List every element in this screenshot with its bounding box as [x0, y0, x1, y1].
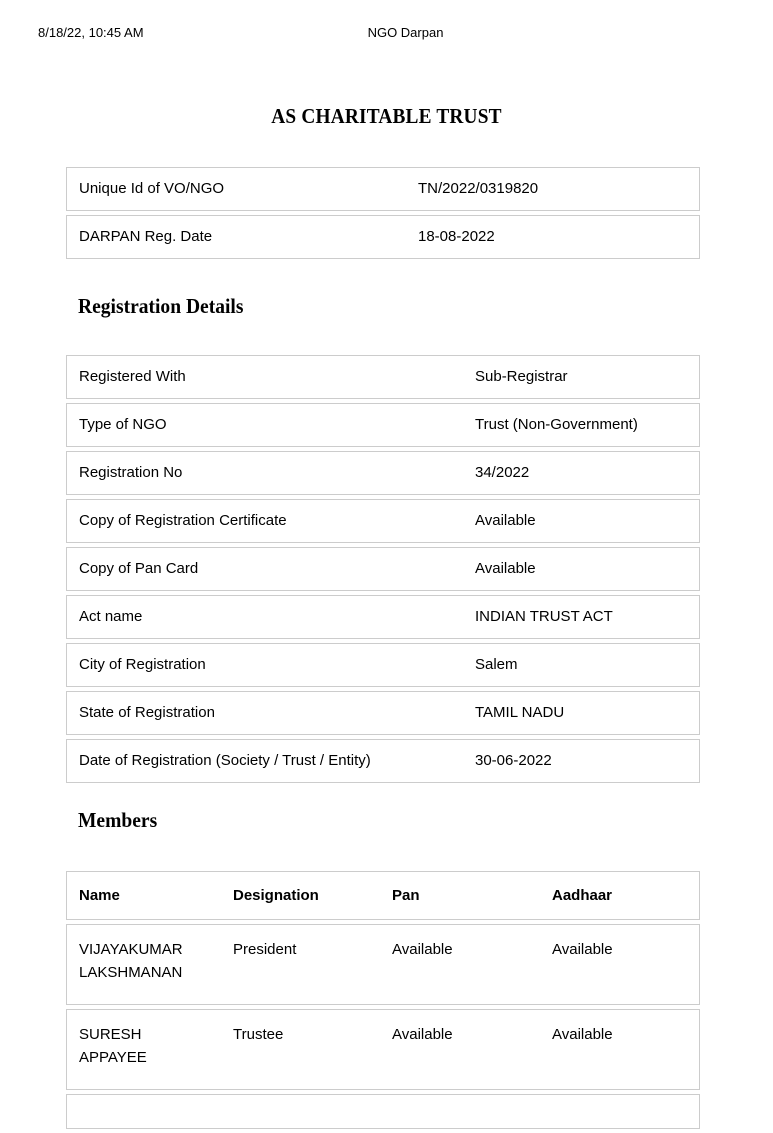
table-row-partial — [66, 1094, 700, 1129]
member-aadhaar: Available — [540, 1009, 700, 1090]
member-name — [66, 924, 221, 1005]
member-pan: Available — [380, 924, 540, 1005]
table-row — [66, 691, 700, 735]
member-designation: Trustee — [221, 1009, 380, 1090]
member-aadhaar: Available — [540, 924, 700, 1005]
table-row — [66, 499, 700, 543]
member-designation: President — [221, 924, 380, 1005]
row-label: DARPAN Reg. Date — [66, 215, 418, 259]
row-label: Registered With — [66, 355, 475, 399]
row-value: Salem — [475, 643, 700, 687]
members-heading: Members — [78, 808, 158, 832]
row-label: State of Registration — [66, 691, 475, 735]
registration-table-body — [66, 355, 700, 783]
identity-table — [66, 163, 700, 263]
member-pan: Available — [380, 1009, 540, 1090]
print-timestamp: 8/18/22, 10:45 AM — [38, 25, 144, 40]
member-name-text: VIJAYAKUMAR LAKSHMANAN — [79, 941, 183, 981]
member-name — [66, 1009, 221, 1090]
table-row — [66, 739, 700, 783]
table-header-row — [66, 871, 700, 920]
row-value: Available — [475, 499, 700, 543]
row-label: Copy of Registration Certificate — [66, 499, 475, 543]
members-table — [66, 867, 700, 1133]
members-table-body — [66, 924, 700, 1129]
member-designation — [221, 1094, 380, 1129]
print-site-name: NGO Darpan — [367, 25, 444, 40]
row-label: Act name — [66, 595, 475, 639]
row-value: 18-08-2022 — [418, 215, 700, 259]
table-row — [66, 403, 700, 447]
column-header-name: Name — [66, 871, 221, 920]
table-row — [66, 547, 700, 591]
table-row — [66, 167, 700, 211]
column-header-aadhaar: Aadhaar — [540, 871, 700, 920]
identity-table-body — [66, 167, 700, 259]
table-row — [66, 643, 700, 687]
table-row — [66, 1009, 700, 1090]
row-value: INDIAN TRUST ACT — [475, 595, 700, 639]
registration-details-heading: Registration Details — [78, 294, 244, 318]
members-table-head — [66, 871, 700, 920]
row-value: 30-06-2022 — [475, 739, 700, 783]
row-value: 34/2022 — [475, 451, 700, 495]
column-header-pan: Pan — [380, 871, 540, 920]
column-header-designation: Designation — [221, 871, 380, 920]
row-value: TAMIL NADU — [475, 691, 700, 735]
registration-details-table — [66, 351, 700, 787]
row-value: TN/2022/0319820 — [418, 167, 700, 211]
table-row — [66, 215, 700, 259]
row-label: City of Registration — [66, 643, 475, 687]
table-row — [66, 451, 700, 495]
member-name-text: SURESH APPAYEE — [79, 1026, 147, 1066]
table-row — [66, 355, 700, 399]
row-value: Sub-Registrar — [475, 355, 700, 399]
row-label: Date of Registration (Society / Trust / Entity) — [66, 739, 475, 783]
table-row — [66, 924, 700, 1005]
row-value: Available — [475, 547, 700, 591]
row-label: Registration No — [66, 451, 475, 495]
row-label: Unique Id of VO/NGO — [66, 167, 418, 211]
row-label: Copy of Pan Card — [66, 547, 475, 591]
row-label: Type of NGO — [66, 403, 475, 447]
member-aadhaar — [540, 1094, 700, 1129]
row-value: Trust (Non-Government) — [475, 403, 700, 447]
member-name — [66, 1094, 221, 1129]
member-pan — [380, 1094, 540, 1129]
print-header — [0, 24, 773, 42]
table-row — [66, 595, 700, 639]
page-title: AS CHARITABLE TRUST — [271, 104, 502, 128]
